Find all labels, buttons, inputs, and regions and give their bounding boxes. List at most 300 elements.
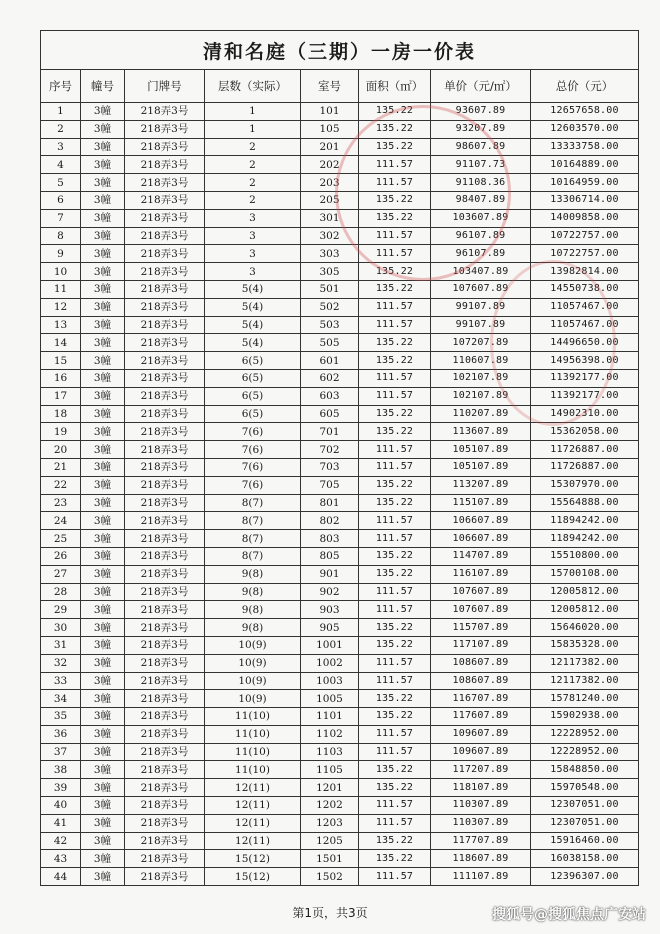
cell-unit-price: 96107.89 (431, 245, 531, 263)
col-header-room: 室号 (301, 70, 359, 103)
cell-room: 502 (301, 298, 359, 316)
cell-index: 9 (41, 245, 81, 263)
cell-address: 218弄3号 (125, 779, 205, 797)
cell-index: 36 (41, 725, 81, 743)
cell-room: 1103 (301, 743, 359, 761)
cell-unit-price: 108607.89 (431, 672, 531, 690)
cell-room: 303 (301, 245, 359, 263)
cell-total-price: 12228952.00 (531, 743, 639, 761)
cell-address: 218弄3号 (125, 476, 205, 494)
cell-area: 135.22 (359, 636, 431, 654)
table-row (41, 708, 639, 726)
cell-address: 218弄3号 (125, 352, 205, 370)
cell-building: 3幢 (81, 761, 125, 779)
table-row (41, 191, 639, 209)
cell-area: 135.22 (359, 423, 431, 441)
cell-area: 111.57 (359, 654, 431, 672)
cell-total-price: 10722757.00 (531, 227, 639, 245)
cell-total-price: 11392177.00 (531, 369, 639, 387)
cell-building: 3幢 (81, 423, 125, 441)
cell-floor: 5(4) (205, 334, 301, 352)
cell-index: 18 (41, 405, 81, 423)
cell-room: 1501 (301, 850, 359, 868)
cell-room: 1001 (301, 636, 359, 654)
cell-floor: 2 (205, 138, 301, 156)
header-row (41, 70, 639, 103)
cell-total-price: 14550738.00 (531, 280, 639, 298)
cell-unit-price: 106607.89 (431, 530, 531, 548)
cell-area: 111.57 (359, 512, 431, 530)
cell-building: 3幢 (81, 814, 125, 832)
cell-total-price: 11894242.00 (531, 512, 639, 530)
cell-floor: 7(6) (205, 423, 301, 441)
cell-area: 135.22 (359, 476, 431, 494)
cell-address: 218弄3号 (125, 601, 205, 619)
cell-index: 10 (41, 263, 81, 281)
cell-total-price: 12396307.00 (531, 868, 639, 886)
cell-unit-price: 98607.89 (431, 138, 531, 156)
cell-index: 39 (41, 779, 81, 797)
cell-room: 902 (301, 583, 359, 601)
cell-total-price: 12307051.00 (531, 797, 639, 815)
cell-address: 218弄3号 (125, 316, 205, 334)
cell-address: 218弄3号 (125, 387, 205, 405)
cell-total-price: 12117382.00 (531, 672, 639, 690)
cell-total-price: 12005812.00 (531, 583, 639, 601)
cell-floor: 5(4) (205, 316, 301, 334)
cell-unit-price: 110207.89 (431, 405, 531, 423)
table-row (41, 369, 639, 387)
cell-floor: 9(8) (205, 619, 301, 637)
table-row (41, 636, 639, 654)
cell-index: 6 (41, 191, 81, 209)
cell-index: 21 (41, 458, 81, 476)
cell-total-price: 11726887.00 (531, 458, 639, 476)
cell-index: 38 (41, 761, 81, 779)
cell-area: 111.57 (359, 156, 431, 174)
cell-floor: 12(11) (205, 779, 301, 797)
cell-index: 16 (41, 369, 81, 387)
cell-area: 111.57 (359, 458, 431, 476)
cell-area: 135.22 (359, 494, 431, 512)
cell-floor: 12(11) (205, 832, 301, 850)
cell-area: 111.57 (359, 227, 431, 245)
cell-index: 31 (41, 636, 81, 654)
cell-address: 218弄3号 (125, 868, 205, 886)
cell-building: 3幢 (81, 850, 125, 868)
table-row (41, 814, 639, 832)
cell-room: 901 (301, 565, 359, 583)
cell-floor: 9(8) (205, 565, 301, 583)
col-header-address: 门牌号 (125, 70, 205, 103)
cell-address: 218弄3号 (125, 120, 205, 138)
cell-floor: 3 (205, 263, 301, 281)
cell-building: 3幢 (81, 103, 125, 121)
cell-room: 503 (301, 316, 359, 334)
cell-total-price: 11726887.00 (531, 441, 639, 459)
cell-room: 1005 (301, 690, 359, 708)
cell-total-price: 12603570.00 (531, 120, 639, 138)
cell-unit-price: 118107.89 (431, 779, 531, 797)
cell-room: 701 (301, 423, 359, 441)
cell-room: 1202 (301, 797, 359, 815)
cell-area: 111.57 (359, 298, 431, 316)
cell-index: 30 (41, 619, 81, 637)
cell-floor: 3 (205, 245, 301, 263)
cell-floor: 6(5) (205, 369, 301, 387)
cell-total-price: 13333758.00 (531, 138, 639, 156)
cell-unit-price: 102107.89 (431, 369, 531, 387)
cell-total-price: 10722757.00 (531, 245, 639, 263)
cell-building: 3幢 (81, 458, 125, 476)
cell-total-price: 15835328.00 (531, 636, 639, 654)
table-row (41, 601, 639, 619)
cell-index: 35 (41, 708, 81, 726)
table-row (41, 227, 639, 245)
cell-room: 203 (301, 174, 359, 192)
cell-unit-price: 99107.89 (431, 316, 531, 334)
cell-building: 3幢 (81, 868, 125, 886)
cell-building: 3幢 (81, 476, 125, 494)
cell-area: 135.22 (359, 334, 431, 352)
cell-floor: 10(9) (205, 672, 301, 690)
cell-total-price: 12117382.00 (531, 654, 639, 672)
col-header-total-price: 总价（元） (531, 70, 639, 103)
table-row (41, 263, 639, 281)
cell-index: 40 (41, 797, 81, 815)
cell-unit-price: 102107.89 (431, 387, 531, 405)
table-row (41, 209, 639, 227)
cell-room: 202 (301, 156, 359, 174)
table-row (41, 458, 639, 476)
cell-total-price: 12005812.00 (531, 601, 639, 619)
cell-floor: 8(7) (205, 530, 301, 548)
cell-address: 218弄3号 (125, 672, 205, 690)
cell-room: 201 (301, 138, 359, 156)
cell-building: 3幢 (81, 263, 125, 281)
cell-index: 3 (41, 138, 81, 156)
cell-building: 3幢 (81, 708, 125, 726)
cell-floor: 15(12) (205, 850, 301, 868)
price-list-sheet (40, 30, 638, 886)
cell-building: 3幢 (81, 601, 125, 619)
cell-total-price: 15700108.00 (531, 565, 639, 583)
cell-address: 218弄3号 (125, 850, 205, 868)
table-row (41, 654, 639, 672)
cell-total-price: 11057467.00 (531, 316, 639, 334)
cell-building: 3幢 (81, 280, 125, 298)
cell-room: 1002 (301, 654, 359, 672)
cell-unit-price: 105107.89 (431, 441, 531, 459)
cell-area: 135.22 (359, 779, 431, 797)
table-row (41, 797, 639, 815)
cell-building: 3幢 (81, 565, 125, 583)
cell-unit-price: 107607.89 (431, 280, 531, 298)
cell-unit-price: 107607.89 (431, 583, 531, 601)
cell-index: 20 (41, 441, 81, 459)
cell-address: 218弄3号 (125, 814, 205, 832)
table-row (41, 672, 639, 690)
cell-floor: 1 (205, 103, 301, 121)
cell-building: 3幢 (81, 832, 125, 850)
cell-area: 111.57 (359, 583, 431, 601)
cell-unit-price: 109607.89 (431, 725, 531, 743)
cell-floor: 5(4) (205, 298, 301, 316)
cell-room: 605 (301, 405, 359, 423)
cell-total-price: 16038158.00 (531, 850, 639, 868)
cell-building: 3幢 (81, 654, 125, 672)
cell-building: 3幢 (81, 191, 125, 209)
cell-index: 4 (41, 156, 81, 174)
cell-floor: 12(11) (205, 814, 301, 832)
cell-area: 111.57 (359, 245, 431, 263)
cell-address: 218弄3号 (125, 138, 205, 156)
cell-floor: 15(12) (205, 868, 301, 886)
cell-building: 3幢 (81, 636, 125, 654)
cell-unit-price: 110607.89 (431, 352, 531, 370)
cell-area: 135.22 (359, 547, 431, 565)
cell-floor: 3 (205, 227, 301, 245)
col-header-area: 面积（㎡） (359, 70, 431, 103)
cell-unit-price: 115707.89 (431, 619, 531, 637)
cell-index: 23 (41, 494, 81, 512)
cell-area: 135.22 (359, 280, 431, 298)
cell-address: 218弄3号 (125, 174, 205, 192)
cell-room: 703 (301, 458, 359, 476)
cell-unit-price: 116107.89 (431, 565, 531, 583)
cell-address: 218弄3号 (125, 263, 205, 281)
cell-total-price: 15646020.00 (531, 619, 639, 637)
cell-index: 29 (41, 601, 81, 619)
cell-unit-price: 110307.89 (431, 797, 531, 815)
cell-index: 26 (41, 547, 81, 565)
cell-total-price: 15564888.00 (531, 494, 639, 512)
cell-address: 218弄3号 (125, 565, 205, 583)
table-title: 清和名庭（三期）一房一价表 (41, 31, 639, 70)
cell-index: 37 (41, 743, 81, 761)
cell-address: 218弄3号 (125, 725, 205, 743)
cell-floor: 2 (205, 156, 301, 174)
cell-unit-price: 108607.89 (431, 654, 531, 672)
cell-total-price: 10164889.00 (531, 156, 639, 174)
cell-room: 1105 (301, 761, 359, 779)
source-watermark: 搜狐号@搜狐焦点广安站 (492, 907, 646, 923)
cell-index: 43 (41, 850, 81, 868)
table-row (41, 476, 639, 494)
cell-floor: 5(4) (205, 280, 301, 298)
table-row (41, 868, 639, 886)
cell-floor: 2 (205, 174, 301, 192)
cell-total-price: 14902310.00 (531, 405, 639, 423)
cell-floor: 11(10) (205, 725, 301, 743)
cell-floor: 6(5) (205, 405, 301, 423)
cell-area: 135.22 (359, 103, 431, 121)
cell-area: 135.22 (359, 120, 431, 138)
cell-room: 301 (301, 209, 359, 227)
cell-index: 27 (41, 565, 81, 583)
cell-unit-price: 118607.89 (431, 850, 531, 868)
cell-unit-price: 110307.89 (431, 814, 531, 832)
cell-address: 218弄3号 (125, 334, 205, 352)
cell-total-price: 15970548.00 (531, 779, 639, 797)
cell-total-price: 15902938.00 (531, 708, 639, 726)
cell-area: 135.22 (359, 138, 431, 156)
cell-total-price: 12228952.00 (531, 725, 639, 743)
cell-unit-price: 93207.89 (431, 120, 531, 138)
cell-total-price: 12657658.00 (531, 103, 639, 121)
cell-address: 218弄3号 (125, 797, 205, 815)
cell-room: 803 (301, 530, 359, 548)
cell-total-price: 13982814.00 (531, 263, 639, 281)
cell-floor: 7(6) (205, 458, 301, 476)
cell-index: 8 (41, 227, 81, 245)
cell-index: 28 (41, 583, 81, 601)
cell-floor: 6(5) (205, 352, 301, 370)
cell-building: 3幢 (81, 779, 125, 797)
cell-area: 135.22 (359, 761, 431, 779)
cell-address: 218弄3号 (125, 103, 205, 121)
table-row (41, 583, 639, 601)
cell-room: 505 (301, 334, 359, 352)
cell-total-price: 11894242.00 (531, 530, 639, 548)
cell-total-price: 15510800.00 (531, 547, 639, 565)
cell-total-price: 15848850.00 (531, 761, 639, 779)
cell-total-price: 15781240.00 (531, 690, 639, 708)
table-row (41, 298, 639, 316)
cell-index: 15 (41, 352, 81, 370)
cell-room: 1101 (301, 708, 359, 726)
table-row (41, 441, 639, 459)
cell-total-price: 10164959.00 (531, 174, 639, 192)
cell-floor: 1 (205, 120, 301, 138)
table-row (41, 174, 639, 192)
cell-index: 11 (41, 280, 81, 298)
table-row (41, 530, 639, 548)
cell-floor: 10(9) (205, 654, 301, 672)
cell-index: 7 (41, 209, 81, 227)
col-header-index: 序号 (41, 70, 81, 103)
cell-floor: 6(5) (205, 387, 301, 405)
price-table (40, 30, 639, 886)
cell-building: 3幢 (81, 352, 125, 370)
cell-unit-price: 117207.89 (431, 761, 531, 779)
cell-address: 218弄3号 (125, 547, 205, 565)
table-row (41, 494, 639, 512)
cell-building: 3幢 (81, 138, 125, 156)
cell-index: 42 (41, 832, 81, 850)
table-row (41, 743, 639, 761)
cell-area: 135.22 (359, 565, 431, 583)
cell-address: 218弄3号 (125, 619, 205, 637)
cell-room: 802 (301, 512, 359, 530)
cell-floor: 10(9) (205, 636, 301, 654)
cell-area: 111.57 (359, 725, 431, 743)
cell-building: 3幢 (81, 619, 125, 637)
cell-building: 3幢 (81, 298, 125, 316)
col-header-unit-price: 单价（元/㎡） (431, 70, 531, 103)
cell-room: 501 (301, 280, 359, 298)
cell-area: 111.57 (359, 601, 431, 619)
cell-unit-price: 105107.89 (431, 458, 531, 476)
cell-unit-price: 107607.89 (431, 601, 531, 619)
cell-unit-price: 98407.89 (431, 191, 531, 209)
cell-area: 111.57 (359, 387, 431, 405)
table-row (41, 352, 639, 370)
table-row (41, 387, 639, 405)
cell-unit-price: 117107.89 (431, 636, 531, 654)
cell-index: 32 (41, 654, 81, 672)
cell-area: 135.22 (359, 405, 431, 423)
cell-area: 135.22 (359, 191, 431, 209)
cell-address: 218弄3号 (125, 441, 205, 459)
cell-index: 12 (41, 298, 81, 316)
cell-building: 3幢 (81, 405, 125, 423)
cell-room: 905 (301, 619, 359, 637)
cell-room: 305 (301, 263, 359, 281)
cell-address: 218弄3号 (125, 423, 205, 441)
table-row (41, 619, 639, 637)
cell-room: 801 (301, 494, 359, 512)
cell-floor: 9(8) (205, 583, 301, 601)
cell-building: 3幢 (81, 387, 125, 405)
cell-area: 111.57 (359, 868, 431, 886)
cell-unit-price: 111107.89 (431, 868, 531, 886)
cell-address: 218弄3号 (125, 530, 205, 548)
cell-unit-price: 103407.89 (431, 263, 531, 281)
table-row (41, 761, 639, 779)
table-row (41, 103, 639, 121)
cell-building: 3幢 (81, 120, 125, 138)
cell-unit-price: 96107.89 (431, 227, 531, 245)
cell-total-price: 14496650.00 (531, 334, 639, 352)
table-row (41, 565, 639, 583)
cell-area: 111.57 (359, 814, 431, 832)
cell-index: 1 (41, 103, 81, 121)
cell-address: 218弄3号 (125, 743, 205, 761)
cell-index: 5 (41, 174, 81, 192)
cell-address: 218弄3号 (125, 191, 205, 209)
cell-building: 3幢 (81, 227, 125, 245)
table-row (41, 156, 639, 174)
cell-unit-price: 117607.89 (431, 708, 531, 726)
cell-unit-price: 93607.89 (431, 103, 531, 121)
cell-total-price: 14009858.00 (531, 209, 639, 227)
cell-floor: 3 (205, 209, 301, 227)
table-row (41, 725, 639, 743)
table-row (41, 832, 639, 850)
cell-unit-price: 99107.89 (431, 298, 531, 316)
table-row (41, 423, 639, 441)
cell-unit-price: 114707.89 (431, 547, 531, 565)
cell-address: 218弄3号 (125, 832, 205, 850)
cell-building: 3幢 (81, 334, 125, 352)
cell-room: 903 (301, 601, 359, 619)
cell-address: 218弄3号 (125, 209, 205, 227)
table-row (41, 405, 639, 423)
cell-building: 3幢 (81, 316, 125, 334)
cell-address: 218弄3号 (125, 708, 205, 726)
cell-index: 17 (41, 387, 81, 405)
cell-floor: 7(6) (205, 476, 301, 494)
cell-address: 218弄3号 (125, 690, 205, 708)
cell-unit-price: 115107.89 (431, 494, 531, 512)
cell-index: 14 (41, 334, 81, 352)
cell-building: 3幢 (81, 441, 125, 459)
cell-area: 135.22 (359, 690, 431, 708)
cell-area: 135.22 (359, 832, 431, 850)
cell-building: 3幢 (81, 547, 125, 565)
cell-room: 205 (301, 191, 359, 209)
